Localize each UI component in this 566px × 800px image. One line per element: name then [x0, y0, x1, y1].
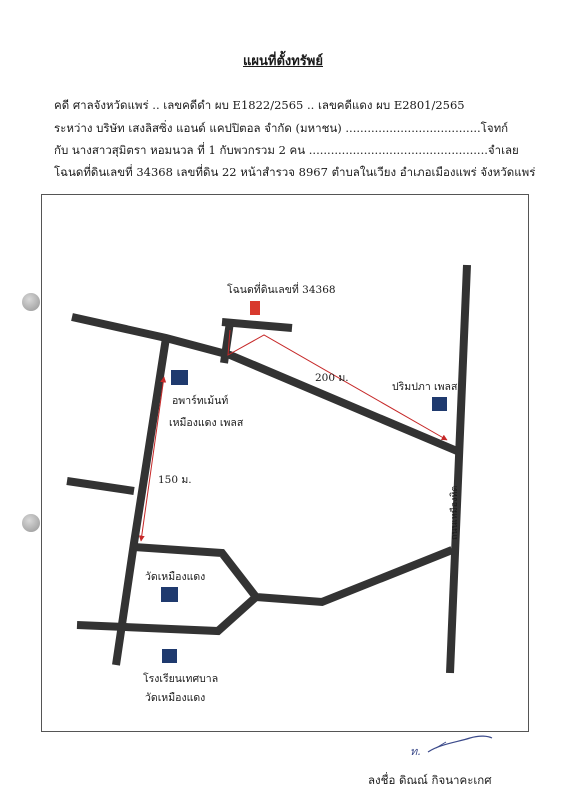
temple-label: วัดเหมืองแดง	[145, 571, 206, 583]
apartment-label-line1: อพาร์ทเม้นท์	[172, 395, 229, 407]
signature-initials: ท.	[410, 745, 421, 758]
primpapa-label: ปริมปภา เพลส	[392, 381, 458, 393]
distance-150-label: 150 ม.	[158, 474, 192, 486]
deed-line: โฉนดที่ดินเลขที่ 34368 เลขที่ดิน 22 หน้าสำรวจ 8967 ตำบลในเวียง อำเภอเมืองแพร่ จังหวัดแพร่	[54, 165, 536, 179]
case-number-line: คดี ศาลจังหวัดแพร่ .. เลขคดีดำ ผบ E1822/2565 .. เลขคดีแดง ผบ E2801/2565	[54, 98, 465, 112]
road-name-label: ถนนเหมืองหิต	[450, 485, 460, 540]
signer-name: ลงชื่อ ดิณณ์ กิจนาคะเกศ	[368, 773, 492, 787]
school-label-line1: โรงเรียนเทศบาล	[143, 673, 219, 685]
apartment-label-line2: เหมืองแดง เพลส	[169, 417, 244, 429]
plaintiff-line: ระหว่าง บริษัท เสงลิสซิ่ง แอนด์ แคปปิตอล จำกัด (มหาชน) .....................................โจทก์	[54, 121, 509, 135]
defendant-line: กับ นางสาวสุมิตรา หอมนวล ที่ 1 กับพวกรวม 2 คน .................................................จำเลย	[54, 143, 519, 157]
handwritten-signature-stroke	[428, 736, 492, 752]
distance-200-label: 200 ม.	[315, 372, 349, 384]
deed-number-label: โฉนดที่ดินเลขที่ 34368	[227, 284, 336, 296]
school-label-line2: วัดเหมืองแดง	[145, 692, 206, 704]
document-title: แผนที่ตั้งทรัพย์	[243, 54, 323, 69]
